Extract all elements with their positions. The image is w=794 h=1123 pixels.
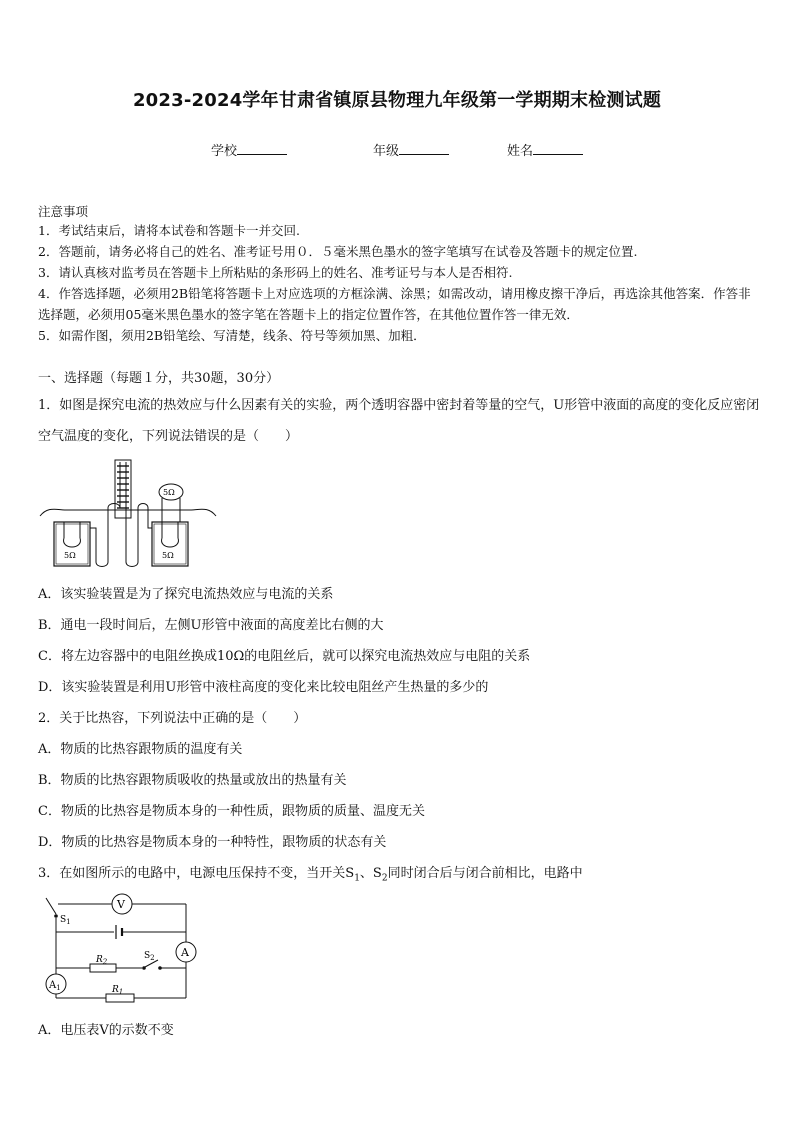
name-label: 姓名 xyxy=(507,144,534,159)
notice-item: 1．考试结束后，请将本试卷和答题卡一并交回. xyxy=(38,223,300,238)
q1-right-resistor-label: 5Ω xyxy=(162,551,174,560)
question-2-stem: 2．关于比热容，下列说法中正确的是（ ） xyxy=(38,711,307,726)
q1-figure xyxy=(38,458,218,570)
q3-voltmeter-label: V xyxy=(117,898,125,911)
name-blank[interactable] xyxy=(533,141,583,155)
q3-r1-label: $R_1$ xyxy=(112,985,124,996)
school-field xyxy=(211,140,287,159)
notice-item: 2．答题前，请务必将自己的姓名、准考证号用０．５毫米黑色墨水的签字笔填写在试卷及答题卡的规定位置. xyxy=(38,244,638,259)
q3-circuit-figure xyxy=(38,892,208,1004)
question-3-stem xyxy=(38,862,583,884)
section-heading: 一、选择题（每题１分，共30题，30分） xyxy=(38,371,280,386)
q3-switch1-label: $S_1$ xyxy=(60,915,71,926)
q2-option-c[interactable]: C．物质的比热容是物质本身的一种性质，跟物质的质量、温度无关 xyxy=(38,804,425,819)
name-field xyxy=(507,140,583,159)
notice-item: 3．请认真核对监考员在答题卡上所粘贴的条形码上的姓名、准考证号与本人是否相符. xyxy=(38,265,513,280)
q3-r2-label: $R_2$ xyxy=(96,955,108,966)
q2-option-a[interactable]: A．物质的比热容跟物质的温度有关 xyxy=(38,742,243,757)
q1-option-b[interactable]: B．通电一段时间后，左侧U形管中液面的高度差比右侧的大 xyxy=(38,618,384,633)
q3-stem-before: 3．在如图所示的电路中，电源电压保持不变，当开关S xyxy=(38,866,355,881)
q3-sub2: 2 xyxy=(381,873,388,884)
q1-option-c[interactable]: C．将左边容器中的电阻丝换成10Ω的电阻丝后，就可以探究电流热效应与电阻的关系 xyxy=(38,649,531,664)
q3-option-a[interactable]: A．电压表V的示数不变 xyxy=(38,1023,174,1038)
page-title: 2023-2024学年甘肃省镇原县物理九年级第一学期期末检测试题 xyxy=(132,90,662,111)
school-label: 学校 xyxy=(211,144,238,159)
notice-item: 4．作答选择题，必须用2B铅笔将答题卡上对应选项的方框涂满、涂黑；如需改动，请用橡皮擦干净后，再选涂其他答案．作答非选择题，必须用05毫米黑色墨水的签字笔在答题卡上的指定位置作答，在其他位置作答一律无效． xyxy=(38,286,751,322)
q3-ammeter-label: A xyxy=(181,946,189,959)
q1-option-d[interactable]: D．该实验装置是利用U形管中液柱高度的变化来比较电阻丝产生热量的多少的 xyxy=(38,680,489,695)
q3-stem-after: 同时闭合后与闭合前相比，电路中 xyxy=(387,866,583,881)
q2-option-b[interactable]: B．物质的比热容跟物质吸收的热量或放出的热量有关 xyxy=(38,773,347,788)
q2-option-d[interactable]: D．物质的比热容是物质本身的一种特性，跟物质的状态有关 xyxy=(38,835,387,850)
grade-label: 年级 xyxy=(373,144,400,159)
q1-outer-resistor-label: 5Ω xyxy=(163,488,175,497)
q3-stem-mid: 、S xyxy=(359,866,382,881)
q3-switch2-label: $S_2$ xyxy=(144,951,155,962)
school-blank[interactable] xyxy=(237,141,287,155)
grade-blank[interactable] xyxy=(399,141,449,155)
notice-heading: 注意事项 xyxy=(38,204,89,219)
grade-field xyxy=(373,140,449,159)
q3-ammeter1-label: $A_1$ xyxy=(49,980,61,992)
q1-option-a[interactable]: A．该实验装置是为了探究电流热效应与电流的关系 xyxy=(38,587,334,602)
question-1-stem: 1．如图是探究电流的热效应与什么因素有关的实验，两个透明容器中密封着等量的空气，U形管中液面的高度的变化反应密闭空气温度的变化，下列说法错误的是（ ） xyxy=(38,398,760,444)
q1-left-resistor-label: 5Ω xyxy=(64,551,76,560)
q3-sub1: 1 xyxy=(354,873,360,884)
notice-item: 5．如需作图，须用2B铅笔绘、写清楚，线条、符号等须加黑、加粗． xyxy=(38,328,426,343)
